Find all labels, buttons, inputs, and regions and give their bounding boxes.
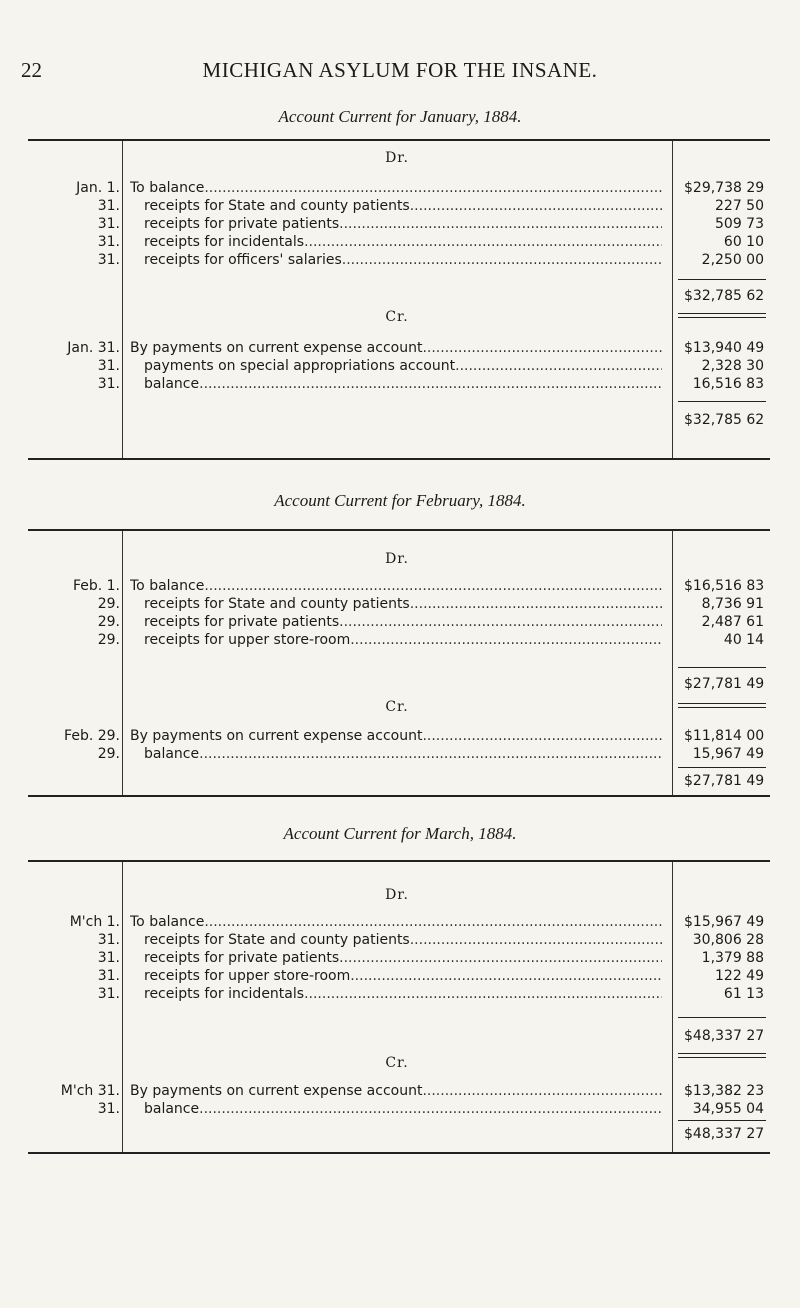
entry-date: 29. bbox=[97, 596, 120, 612]
cr-heading: Cr. bbox=[385, 309, 409, 325]
ledger-row bbox=[28, 251, 770, 269]
total-double-rule bbox=[678, 313, 766, 318]
entry-amount: $13,940 49 bbox=[684, 340, 765, 356]
account-title-january: Account Current for January, 1884. bbox=[278, 107, 522, 126]
total-row bbox=[28, 1126, 770, 1146]
ledger-row bbox=[28, 913, 770, 931]
ledger-row bbox=[28, 985, 770, 1003]
entry-description: By payments on current expense account ..... bbox=[130, 727, 662, 745]
entry-amount: 16,516 83 bbox=[692, 376, 764, 392]
sum-rule bbox=[678, 667, 766, 668]
entry-description: receipts for State and county patients ..... bbox=[144, 197, 662, 215]
dr-total: $48,337 27 bbox=[684, 1028, 765, 1044]
sum-rule bbox=[678, 1017, 766, 1018]
entry-date: 31. bbox=[97, 376, 120, 392]
sum-rule bbox=[678, 279, 766, 280]
entry-description: receipts for private patients ..... bbox=[144, 949, 662, 967]
ledger-row bbox=[28, 631, 770, 649]
entry-description: To balance ..... bbox=[130, 577, 662, 595]
dr-heading: Dr. bbox=[385, 150, 409, 166]
ledger-row bbox=[28, 1082, 770, 1100]
total-row bbox=[28, 288, 770, 308]
entry-date: 29. bbox=[97, 632, 120, 648]
entry-description: receipts for private patients ..... bbox=[144, 613, 662, 631]
entry-amount: $15,967 49 bbox=[684, 914, 765, 930]
ledger-row bbox=[28, 595, 770, 613]
entry-description: receipts for incidentals ..... bbox=[144, 985, 662, 1003]
entry-description: receipts for upper store-room ..... bbox=[144, 967, 662, 985]
entry-amount: 2,328 30 bbox=[701, 358, 764, 374]
total-double-rule bbox=[678, 1053, 766, 1058]
cr-total: $27,781 49 bbox=[684, 773, 765, 789]
entry-date: Jan. 1. bbox=[76, 180, 120, 196]
total-row bbox=[28, 773, 770, 793]
page-header bbox=[0, 58, 800, 88]
page-title: MICHIGAN ASYLUM FOR THE INSANE. bbox=[202, 58, 598, 82]
ledger-row bbox=[28, 215, 770, 233]
entry-date: 31. bbox=[97, 216, 120, 232]
entry-date: Jan. 31. bbox=[67, 340, 120, 356]
entry-date: M'ch 31. bbox=[60, 1083, 120, 1099]
total-row bbox=[28, 1028, 770, 1048]
entry-amount: 2,487 61 bbox=[701, 614, 764, 630]
entry-description: payments on special appropriations account ..... bbox=[144, 357, 662, 375]
entry-date: 31. bbox=[97, 950, 120, 966]
entry-date: 31. bbox=[97, 932, 120, 948]
entry-date: 31. bbox=[97, 198, 120, 214]
entry-amount: $13,382 23 bbox=[684, 1083, 765, 1099]
entry-description: By payments on current expense account ..... bbox=[130, 1082, 662, 1100]
entry-date: 31. bbox=[97, 252, 120, 268]
sum-rule bbox=[678, 401, 766, 402]
page-number: 22 bbox=[21, 58, 42, 82]
entry-description: receipts for State and county patients ..... bbox=[144, 595, 662, 613]
cr-total: $48,337 27 bbox=[684, 1126, 765, 1142]
ledger-row bbox=[28, 727, 770, 745]
sum-rule bbox=[678, 1120, 766, 1121]
entry-amount: 1,379 88 bbox=[701, 950, 764, 966]
entry-amount: $16,516 83 bbox=[684, 578, 765, 594]
account-title-february: Account Current for February, 1884. bbox=[274, 491, 526, 510]
ledger-row bbox=[28, 339, 770, 357]
entry-description: To balance ..... bbox=[130, 179, 662, 197]
ledger-row bbox=[28, 357, 770, 375]
ledger-row bbox=[28, 613, 770, 631]
entry-amount: 34,955 04 bbox=[692, 1101, 764, 1117]
entry-amount: 122 49 bbox=[715, 968, 764, 984]
entry-description: To balance ..... bbox=[130, 913, 662, 931]
ledger-row bbox=[28, 745, 770, 763]
ledger-row bbox=[28, 375, 770, 393]
dr-heading: Dr. bbox=[385, 887, 409, 903]
entry-date: M'ch 1. bbox=[69, 914, 120, 930]
ledger-row bbox=[28, 967, 770, 985]
entry-date: 29. bbox=[97, 746, 120, 762]
total-row bbox=[28, 676, 770, 696]
entry-amount: 30,806 28 bbox=[692, 932, 764, 948]
entry-date: Feb. 1. bbox=[72, 578, 120, 594]
ledger-row bbox=[28, 233, 770, 251]
entry-amount: 8,736 91 bbox=[701, 596, 764, 612]
entry-date: 31. bbox=[97, 968, 120, 984]
ledger-row bbox=[28, 1100, 770, 1118]
dr-total: $27,781 49 bbox=[684, 676, 765, 692]
entry-date: 29. bbox=[97, 614, 120, 630]
entry-date: 31. bbox=[97, 1101, 120, 1117]
account-table-march bbox=[28, 860, 770, 1154]
ledger-row bbox=[28, 949, 770, 967]
account-table-february bbox=[28, 529, 770, 797]
dr-heading: Dr. bbox=[385, 551, 409, 567]
account-title-march: Account Current for March, 1884. bbox=[283, 824, 517, 843]
entry-description: balance ..... bbox=[144, 1100, 662, 1118]
total-row bbox=[28, 412, 770, 432]
entry-amount: 40 14 bbox=[723, 632, 764, 648]
dr-total: $32,785 62 bbox=[684, 288, 765, 304]
entry-amount: 227 50 bbox=[715, 198, 764, 214]
entry-amount: 2,250 00 bbox=[701, 252, 764, 268]
cr-total: $32,785 62 bbox=[684, 412, 765, 428]
entry-description: balance ..... bbox=[144, 745, 662, 763]
entry-date: 31. bbox=[97, 358, 120, 374]
cr-heading: Cr. bbox=[385, 699, 409, 715]
entry-date: 31. bbox=[97, 234, 120, 250]
ledger-row bbox=[28, 197, 770, 215]
entry-amount: 15,967 49 bbox=[692, 746, 764, 762]
entry-description: receipts for private patients ..... bbox=[144, 215, 662, 233]
entry-amount: 61 13 bbox=[723, 986, 764, 1002]
entry-description: By payments on current expense account ..... bbox=[130, 339, 662, 357]
entry-amount: $11,814 00 bbox=[684, 728, 765, 744]
sum-rule bbox=[678, 767, 766, 768]
ledger-row bbox=[28, 931, 770, 949]
entry-description: receipts for State and county patients ..... bbox=[144, 931, 662, 949]
entry-description: receipts for officers' salaries ..... bbox=[144, 251, 662, 269]
cr-heading: Cr. bbox=[385, 1055, 409, 1071]
entry-description: balance ..... bbox=[144, 375, 662, 393]
entry-amount: $29,738 29 bbox=[684, 180, 765, 196]
entry-date: 31. bbox=[97, 986, 120, 1002]
ledger-row bbox=[28, 577, 770, 595]
entry-description: receipts for upper store-room ..... bbox=[144, 631, 662, 649]
ledger-row bbox=[28, 179, 770, 197]
entry-amount: 509 73 bbox=[715, 216, 764, 232]
account-table-january bbox=[28, 139, 770, 460]
entry-description: receipts for incidentals ..... bbox=[144, 233, 662, 251]
entry-date: Feb. 29. bbox=[64, 728, 120, 744]
entry-amount: 60 10 bbox=[723, 234, 764, 250]
total-double-rule bbox=[678, 703, 766, 708]
